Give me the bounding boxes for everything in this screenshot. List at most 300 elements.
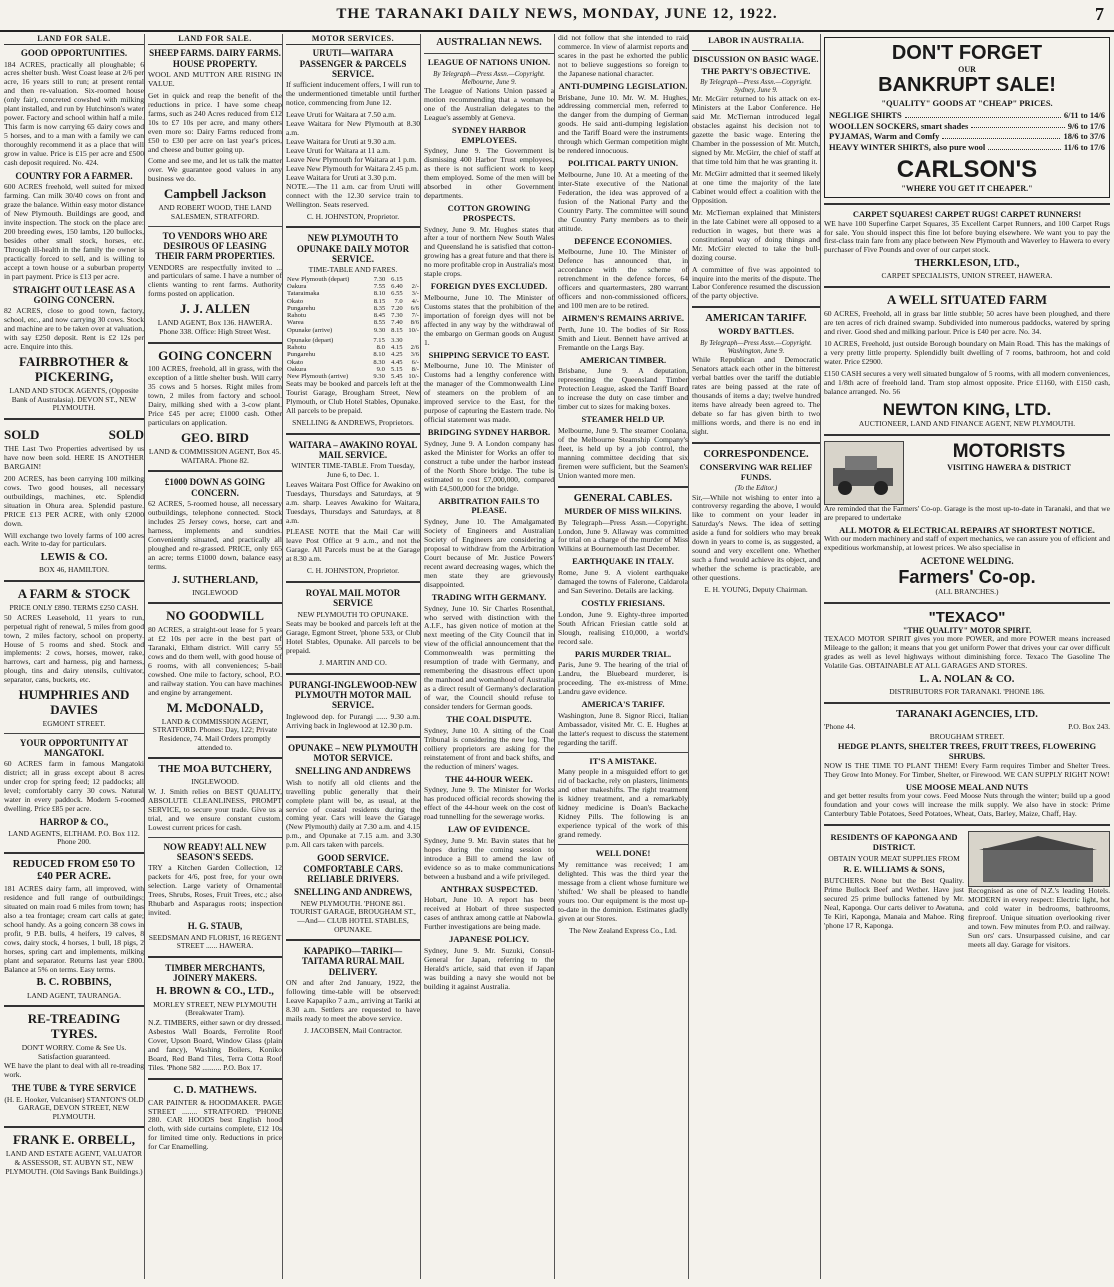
- article-text: Sydney, June 9. Mr. Hughes states that after a tour of northern New South Wales and Queensland he is satisfied that cotton-growing has a great future and that there is no more profitable crop in Australia's most staple crops.: [424, 224, 555, 279]
- timetable-cell: 8.15: [373, 297, 386, 305]
- divider: [148, 956, 282, 958]
- firm-address: (H. E. Hooker, Vulcaniser) STANTON'S OLD GARAGE, DEVON STREET, NEW PLYMOUTH.: [4, 1094, 144, 1121]
- ad-text: Leaves Waitara Post Office for Awakino on Tuesdays, Thursdays and Saturdays, at 9 a.m. sharp. Leaves Awakino for Waitara, Tuesdays, Thursdays and Saturdays, at 8 a.m.: [286, 479, 420, 525]
- ad-text: With our modern machinery and staff of expert mechanics, we can assure you of efficient and expeditious workmanship, at lowest prices. We also specialise in: [824, 534, 1110, 553]
- timetable-cell: 7/-: [411, 312, 419, 320]
- proprietor: C. H. JOHNSTON, Proprietor.: [306, 566, 400, 576]
- ad-subheading: USE MOOSE MEAL AND NUTS: [905, 781, 1029, 792]
- price-item: [829, 132, 1105, 142]
- ad-subheading: TIME-TABLE AND FARES.: [308, 265, 398, 275]
- ad-text: TEXACO MOTOR SPIRIT gives you more POWER, and more POWER means increased Mileage to the gallon; it means that you get uniform Power that drives your car over difficult grades as well as level highways without diminishing force. Texaco The Gasoline The Volatile Gas. OBTAINABLE AT ALL GARAGES AND STORES.: [824, 634, 1110, 671]
- article-text: did not follow that she intended to raid commerce. In view of alarmist reports and scares in the past he exhorted the public not to believe suggestions so foreign to the Japanese national character.: [558, 34, 688, 78]
- timetable-cell: Oakura: [287, 365, 307, 373]
- timetable-cell: 8.10: [373, 290, 386, 298]
- ad-heading: WAITARA – AWAKINO ROYAL MAIL SERVICE.: [288, 439, 418, 461]
- article-heading: IT'S A MISTAKE.: [589, 755, 657, 766]
- firm-name: Campbell Jackson: [163, 186, 267, 202]
- ad-text: £150 CASH secures a very well situated bungalow of 5 rooms, with all modern conveniences, and 1/8th acre of freehold land. Tram stop almost opposite. Price £1160, with £150 cash, balance arranged. No. 56: [824, 368, 1110, 396]
- timetable-cell: Rahotu: [287, 312, 307, 320]
- divider: [286, 736, 420, 738]
- divider: [824, 286, 1110, 288]
- timetable-cell: 7.15: [373, 336, 385, 344]
- ad-text: 184 ACRES, practically all ploughable; 6 acres shelter bush. West Coast lease at 2/6 per acre, 16 years still to run; at present rental and then re-valuation. Six-roomed house (only fair), concreted cowshed with milking plant installed, and run by Hutchinson's water power. Factory and school within half a mile. This farm is now carrying 65 dairy cows and 5 horses, and to a man with a family we can thoroughly recommend it as a place that will grow in value. Price is £15 per acre and £500 cash deposit required. No. 424.: [4, 59, 144, 168]
- ad-text: Come and see me, and let us talk the matter over. We guarantee good values in any business we do.: [148, 156, 282, 184]
- article-text: Perth, June 10. The bodies of Sir Ross Smith and Lieut. Bennett have arrived at Fremantle on the Largs Bay.: [558, 324, 688, 352]
- firm-address: MORLEY STREET, NEW PLYMOUTH (Breakwater Tram).: [153, 999, 277, 1018]
- article-text: Melbourne, June 10. At a meeting of the inter-State executive of the National Federation, the idea was approved of a fusion of the National Party and the Country Party. The committee will sound the Country Party members as to their attitude.: [558, 169, 688, 233]
- divider: [4, 1005, 144, 1007]
- ad-text: Seats may be booked and parcels left at the Garage, Egmont Street, 'phone 533, or Club Hotel Stables, Opunake. All parcels to be prepaid.: [286, 619, 420, 656]
- divider: [148, 1078, 282, 1080]
- firm-address: AUCTIONEER, LAND AND FINANCE AGENT, NEW PLYMOUTH.: [858, 419, 1076, 429]
- hotel-ad: [968, 831, 1110, 953]
- timetable-cell: 9.30: [373, 326, 386, 334]
- signature: E. H. YOUNG, Deputy Chairman.: [704, 585, 808, 595]
- timetable-cell: 6/6: [410, 304, 419, 312]
- firm-address: LAND AGENT, Box 136. HAWERA. Phone 338. Office: High Street West.: [157, 318, 273, 336]
- firm-address: (ALL BRANCHES.): [935, 587, 999, 597]
- byline: By Telegraph—Press Assn.—Copyright. Sydney, June 9.: [700, 78, 812, 95]
- ad-text: 200 ACRES, has been carrying 100 milking cows. Two good houses, all necessary outbuildings, machines, etc. Splendid situation in Ohura area. Splendid pasture. PRICE £13 PER ACRE, with only £2000 down.: [4, 473, 144, 528]
- firm-address: INGLEWOOD.: [191, 777, 239, 787]
- timetable-cell: 3.30: [391, 336, 403, 344]
- ad-subheading: OBTAIN YOUR MEAT SUPPLIES FROM: [828, 853, 960, 863]
- ad-text: 60 ACRES farm in famous Mangatoki district; all in grass except about 8 acres under crop for spring feed; 12 paddocks; all level; comfortably carry 30 cows. Natural water in every paddock. Modern 5-roomed dwelling. Price £85 per acre.: [4, 759, 144, 814]
- article-heading: JAPANESE POLICY.: [449, 934, 529, 945]
- firm-name: FRANK E. ORBELL,: [12, 1132, 136, 1148]
- ad-heading: £1000 DOWN AS GOING CONCERN.: [164, 477, 266, 498]
- ad-text: 60 ACRES, Freehold, all in grass bar little stubble; 50 acres have been ploughed, and there are ten acres of rich drained swamp. Subdivided into numerous paddocks, watered by spring and river. Good shed and milking parlour. Price is £40 per acre. No. 34.: [824, 309, 1110, 336]
- firm-address: DISTRIBUTORS FOR TARANAKI. 'PHONE 186.: [889, 687, 1045, 697]
- news-section-title: GENERAL CABLES.: [573, 492, 673, 504]
- firm-name: THE MOA BUTCHERY,: [158, 764, 272, 776]
- divider: [4, 733, 144, 734]
- article-text: Paris, June 9. The hearing of the trial of Landru, the Bluebeard murderer, is proceeding. The ex-mistress of Mme. Landru gave evidence.: [558, 660, 688, 697]
- article-heading: THE PARTY'S OBJECTIVE.: [701, 65, 811, 76]
- price-list: [829, 111, 1105, 153]
- timetable: [286, 337, 420, 381]
- timetable-cell: 5.45: [391, 373, 403, 381]
- firm-address: CARPET SPECIALISTS, UNION STREET, HAWERA.: [881, 271, 1053, 281]
- column-motor-services: [286, 34, 421, 1279]
- article-heading: DISCUSSION ON BASIC WAGE.: [693, 53, 819, 64]
- divider: [824, 702, 1110, 704]
- firm-slogan: "WHERE YOU GET IT CHEAPER.": [901, 183, 1033, 193]
- divider: [286, 939, 420, 941]
- article-text: Sydney, June 9. Mr. Suzuki, Consul-General for Japan, referring to the Herald's article, said that even if Japan was building a navy she would not be building it against Australia.: [424, 945, 554, 991]
- article-heading: DEFENCE ECONOMIES.: [574, 235, 672, 246]
- item-name: PYJAMAS, Warm and Comfy: [829, 131, 940, 142]
- timetable-entry: Leave Uruti for Waitara at 7.50 a.m.: [286, 110, 396, 120]
- firm-address: LAND AGENT, TAURANGA.: [26, 990, 122, 1000]
- article-heading: TRADING WITH GERMANY.: [431, 591, 547, 602]
- ad-text: WE have the plant to deal with all re-treading work.: [4, 1061, 144, 1080]
- article-heading: COSTLY FRIESIANS.: [581, 597, 665, 608]
- timetable-row: [286, 283, 420, 290]
- timetable-cell: 10/-: [408, 326, 419, 334]
- timetable-cell: 8/-: [411, 365, 419, 373]
- ad-heading: A FARM & STOCK: [17, 586, 131, 602]
- byline: By Telegraph—Press Assn.—Copyright. Washington, June 9.: [700, 339, 812, 356]
- timetable-cell: Okato: [287, 297, 304, 305]
- timetable-cell: Rahotu: [287, 344, 307, 352]
- article-text: Mr. McGirr admitted that it seemed likely at one time the majority of the late Cabinet would effect a coalition with the Opposition.: [692, 169, 820, 205]
- ad-heading: NOW READY! ALL NEW SEASON'S SEEDS.: [163, 841, 267, 863]
- ad-headline: "TEXACO": [928, 608, 1006, 626]
- ad-text: Inglewood dep. for Purangi ...... 9.30 a.m. Arriving back in Inglewood at 12.30 p.m.: [286, 711, 420, 730]
- article-text: Sydney, June 9. The Government is dismissing 400 Harbor Trust employees, as there is not sufficient work to keep them employed. Some of the men will be absorbed in other Government departments.: [424, 146, 554, 201]
- firm-address: LAND AGENTS, ELTHAM. P.O. Box 112. Phone 200.: [8, 828, 140, 847]
- item-price: 6/11 to 14/6: [1063, 109, 1105, 120]
- article-heading: PARIS MURDER TRIAL.: [574, 648, 672, 659]
- timetable-cell: 7.40: [391, 319, 403, 327]
- firm-name: THE TUBE & TYRE SERVICE: [11, 1083, 137, 1094]
- ad-heading: NO GOODWILL: [166, 608, 264, 624]
- article-text: Sir,—While not wishing to enter into a controversy regarding the above, I would like to comment on your leader in Saturday's News. The idea of setting aside a fund for soldiers who may break down in years to come is, as suggested, a sound and very excellent one. Whether such a fund would achieve its object, and whether the scheme is practicable, are other questions.: [692, 492, 820, 583]
- timetable-row: [286, 366, 420, 373]
- firm-name: H. BROWN & CO., LTD.,: [156, 986, 274, 998]
- firm-name: The New Zealand Express Co., Ltd.: [569, 925, 677, 935]
- article-heading: SYDNEY HARBOR EMPLOYEES.: [451, 124, 527, 145]
- divider: [424, 53, 554, 54]
- timetable-cell: Pungarehu: [287, 304, 316, 312]
- firm-address: EGMONT STREET.: [42, 719, 106, 729]
- ad-heading: STRAIGHT OUT LEASE AS A GOING CONCERN.: [12, 284, 136, 306]
- ad-subheading: ACETONE WELDING.: [920, 556, 1014, 567]
- timetable-cell: New Plymouth (depart): [287, 275, 350, 283]
- timetable-cell: [404, 337, 420, 344]
- article-text: Mr. McGirr returned to his attack on ex-Ministers at the Labor Conference. He said Mr. McTiernan introduced legal obstacles against his decision not to gazette the basic wage. Entering the Chamber in the possession of Mr. Mutch, signed by Mr. McGirr, the chief of staff at that time told him that he was granting it.: [692, 94, 820, 167]
- article-text: My remittance was received; I am delighted. This was the third year the message from a client whose furniture we 'shifted.' We shall be pleased to handle yours too. Our equipment is the most up-to-date in the dominion. Estimates gladly given at our Stores.: [558, 859, 688, 923]
- ad-text: NOW IS THE TIME TO PLANT THEM! Every Farm requires Timber and Shelter Trees. They Grow Into Money. For Timber, Shelter, or Firewood. WE CAN SUPPLY RIGHT NOW!: [824, 760, 1110, 779]
- divider: [148, 602, 282, 604]
- firm-address: LAND & COMMISSION AGENT, STRATFORD. Phones: Day, 122; Private Residence, 74. Mail Orders promptly attended to.: [152, 716, 278, 752]
- firm-name: B. C. ROBBINS,: [36, 977, 112, 989]
- article-heading: AMERICAN TARIFF.: [705, 313, 807, 325]
- firm-name: L. A. NOLAN & CO.: [919, 674, 1015, 686]
- timetable-cell: Tataraimaka: [287, 290, 320, 298]
- article-text: Melbourne, June 10. The Minister of Customs states that the prohibition of the importation of foreign dyes will not be affected in any way by the withdrawal of the embargo on German goods on August 1.: [424, 293, 554, 347]
- price-item: [829, 122, 1105, 132]
- article-text: Sydney, June 9. The Minister for Works has produced official records showing the effect of the 44-hour week on the cost of road tunnelling for the sewerage works.: [424, 785, 554, 822]
- motorists-ad: [824, 441, 1110, 505]
- leader-dots: [971, 122, 1064, 129]
- article-heading: LAW OF EVIDENCE.: [448, 824, 530, 835]
- firm-name: Farmers' Co-op.: [898, 566, 1036, 587]
- timetable-cell: Warea: [287, 319, 304, 327]
- firm-name: LEWIS & CO.: [40, 552, 108, 564]
- ad-heading: REDUCED FROM £50 TO £40 PER ACRE.: [12, 858, 136, 882]
- timetable-cell: Pungarehu: [287, 351, 316, 359]
- firm-name: NEWTON KING, LTD.: [882, 399, 1052, 419]
- timetable-cell: 8.55: [373, 319, 386, 327]
- divider: [4, 580, 144, 582]
- firm-name: SNELLING AND ANDREWS: [295, 766, 411, 777]
- article-text: Rome, June 9. A violent earthquake damaged the towns of Falerone, Caldarola and San Severino. Details are lacking.: [558, 568, 688, 596]
- article-text: Washington, June 8. Signor Ricci, Italian Ambassador, visited Mr. C. E. Hughes at the latter's request to discuss the statement regarding the tariff.: [558, 710, 688, 747]
- firm-name: CARLSON'S: [896, 156, 1038, 184]
- article-text: Melbourne, June 10. The Minister of Customs had a lengthy conference with the manager of the Commonwealth Line of steamers on the problem of an improved service to the East, for the purpose of capturing the Eastern trade. No official statement was made.: [424, 361, 554, 425]
- divider: [824, 434, 1110, 436]
- divider: [148, 470, 282, 472]
- article-heading: COTTON GROWING PROSPECTS.: [447, 202, 531, 223]
- divider: [4, 418, 144, 420]
- page-number: 7: [1095, 4, 1104, 24]
- article-text: Sydney, June 10. A sitting of the Coal Tribunal is considering the new log. The colliery proprietors are asking for the reinstatement of front and back shifts, and the reduction of miners' wages.: [424, 725, 554, 771]
- article-heading: ANTI-DUMPING LEGISLATION.: [558, 80, 688, 91]
- item-name: NEGLIGE SHIRTS: [829, 109, 902, 120]
- ad-heading: PURANGI-INGLEWOOD-NEW PLYMOUTH MOTOR MAIL SERVICE.: [288, 679, 417, 711]
- timetable: [286, 276, 420, 334]
- leader-dots: [905, 111, 1061, 118]
- timetable-cell: Opunake (depart): [287, 336, 334, 344]
- ad-text: TRY a Kitchen Garden Collection, 12 packets for 4/6, post free, for your own selection. Large variety of Ornamental Trees, Shrubs, Roses, Fruit Trees, etc.; also Rhubarb and Asparagus roots; inspection invited.: [148, 863, 282, 918]
- ad-subheading: HEDGE PLANTS, SHELTER TREES, FRUIT TREES, FLOWERING SHRUBS.: [837, 741, 1097, 761]
- timetable-cell: 4.25: [391, 351, 403, 359]
- firm-name: C. D. MATHEWS.: [173, 1084, 257, 1096]
- timetable-cell: 8.0: [376, 344, 385, 352]
- timetable-cell: 5.15: [391, 365, 403, 373]
- sold-banner: [4, 425, 144, 445]
- divider: [558, 844, 688, 845]
- divider: [286, 581, 420, 583]
- ad-price: PRICE ONLY £890. TERMS £250 CASH.: [9, 603, 139, 613]
- leader-dots: [942, 132, 1060, 139]
- column-australian-news: [424, 34, 555, 1279]
- timetable-cell: 8.15: [391, 326, 403, 334]
- divider: [4, 1126, 144, 1128]
- timetable-row: [286, 337, 420, 344]
- po-box: P.O. Box 243.: [1068, 721, 1110, 731]
- timetable-cell: 4.45: [391, 358, 403, 366]
- ad-headline: BANKRUPT SALE!: [878, 74, 1056, 97]
- item-price: 11/6 to 17/6: [1063, 142, 1105, 153]
- letter-addressee: (To the Editor.): [734, 484, 778, 493]
- ad-text: If sufficient inducement offers, I will run to the undermentioned timetable until further notice, commencing from June 12.: [286, 80, 420, 108]
- timetable-list: [286, 111, 420, 183]
- ad-subheading: ALL MOTOR & ELECTRICAL REPAIRS AT SHORTEST NOTICE.: [839, 524, 1095, 535]
- timetable-entry: Leave New Plymouth for Waitara at 1 p.m.: [286, 154, 417, 164]
- car-icon: [825, 442, 903, 504]
- timetable-cell: 8.30: [373, 358, 385, 366]
- timetable-cell: 9.30: [373, 373, 385, 381]
- news-section-title: CORRESPONDENCE.: [703, 448, 809, 460]
- firm-address: AND ROBERT WOOD, THE LAND SALESMEN, STRATFORD.: [158, 203, 272, 221]
- leader-dots: [988, 143, 1061, 150]
- article-heading: MURDER OF MISS WILKINS.: [564, 505, 682, 516]
- ad-heading: SHEEP FARMS. DAIRY FARMS. HOUSE PROPERTY.: [149, 48, 281, 69]
- ad-subheading: DON'T WORRY. Come & See Us. Satisfaction guaranteed.: [21, 1043, 127, 1061]
- motorcar-illustration: [824, 441, 904, 505]
- timetable-row: [286, 298, 420, 305]
- ad-subheading: "QUALITY" GOODS AT "CHEAP" PRICES.: [881, 98, 1053, 109]
- timetable-cell: 2/6: [410, 344, 419, 352]
- divider: [692, 442, 820, 444]
- timetable-entry: Leave Waitara for New Plymouth at 8.30 a.m.: [286, 119, 420, 137]
- article-text: Melbourne, June 9. The steamer Coolana, of the Melbourne Steamship Company's fleet, is held up by a job control, the manning committee deciding that six firemen were sufficient, but the Seamen's Union wanted more men.: [558, 426, 688, 480]
- timetable-cell: 7.0: [394, 297, 403, 305]
- timetable-cell: 7.55: [373, 283, 386, 291]
- article-heading: LEAGUE OF NATIONS UNION.: [427, 57, 551, 68]
- article-text: A committee of five was appointed to inquire into the merits of the dispute. The Labor Conference resumed the discussion of the party objective.: [692, 264, 820, 301]
- article-heading: POLITICAL PARTY UNION.: [568, 158, 678, 169]
- article-text: Many people in a misguided effort to get rid of backache, rely on plasters, liniments and other makeshifts. The right treatment is kidney treatment, and a remarkably kidney medicine is Doan's Backache Kidney Pills. The following is an experience typical of the work of this grand remedy.: [558, 767, 688, 840]
- column-news-continued: [558, 34, 689, 1279]
- firm-name: SNELLING AND ANDREWS,: [294, 887, 412, 898]
- news-section-title: AUSTRALIAN NEWS.: [436, 37, 542, 48]
- byline: By Telegraph—Press Assn.—Copyright. Melbourne, June 9.: [433, 69, 545, 86]
- ad-text: CAR PAINTER & HOODMAKER. PAGE STREET ........ STRATFORD. 'PHONE 280. CAR HOODS best English hood cloth, with side curtains complete, £12 10s for limited time only. Reductions in price for Car Enamelling.: [148, 1097, 282, 1152]
- article-text: London, June 9. Eighty-three imported South African Friesian cattle sold at Slough, realising £10,000, a world's record sale.: [558, 609, 688, 646]
- ad-text: Recognised as one of N.Z.'s leading Hotels. MODERN in every respect: Electric light, hot and cold water in bedrooms, bathrooms, fireproof. Unique situation overlooking river and town. Few minutes from P.O. and railway. Sun ors' cars. Unsurpassed cuisine, and car meets all day. Garage for visitors.: [968, 886, 1110, 950]
- article-text: Brisbane, June 10. Mr. W. M. Hughes, addressing commercial men, referred to the danger from the dumping of German goods. He said anti-dumping legislation and the Tariff Board were the instruments through which German competition might be rendered innocuous.: [558, 92, 688, 156]
- ad-subheading: NEW PLYMOUTH TO OPUNAKE.: [297, 609, 409, 619]
- timetable-entry: Leave Uruti for Waitara at 11 a.m.: [286, 145, 390, 155]
- timetable-cell: 8/6: [410, 319, 419, 327]
- firm-address: BROUGHAM STREET.: [929, 731, 1005, 741]
- article-text: By Telegraph—Press Assn.—Copyright. London, June 9. Allaway was committed for trial on a charge of the murder of Miss Wilkins at Bournemouth last December.: [558, 517, 688, 554]
- firm-name: GEO. BIRD: [181, 430, 249, 446]
- item-name: WOOLLEN SOCKERS, smart shades: [829, 120, 969, 131]
- ad-headline: DON'T FORGET: [891, 42, 1043, 64]
- ad-heading: KAPAPIKO—TARIKI—TAITAMA RURAL MAIL DELIVERY.: [301, 946, 405, 977]
- article-heading: THE 44-HOUR WEEK.: [445, 773, 533, 784]
- ad-subheading: "THE QUALITY" MOTOR SPIRIT.: [902, 626, 1032, 636]
- sold-left: SOLD: [4, 427, 40, 442]
- timetable-cell: 8.45: [373, 312, 386, 320]
- article-heading: LABOR IN AUSTRALIA.: [708, 35, 804, 45]
- ad-subheading: VISITING HAWERA & DISTRICT: [947, 462, 1071, 472]
- firm-name: HUMPHRIES AND DAVIES: [18, 687, 130, 718]
- building-icon: [969, 832, 1107, 886]
- ad-text: 62 ACRES, 5-roomed house, all necessary outbuildings, telephone connected. Stock includes 25 Jersey cows, horse, cart and harness, implements and sundries. Conveniently situated, and practically all ploughed and re-grassed. PRICE, only £65 an acre; terms £1000 down, balance easy terms.: [148, 499, 282, 571]
- divider: [824, 824, 1110, 826]
- timetable-row: [286, 290, 420, 297]
- hotel-illustration: [968, 831, 1110, 887]
- ad-heading: NEW PLYMOUTH TO OPUNAKE DAILY MOTOR SERVICE.: [296, 233, 410, 264]
- timetable-cell: Okato: [287, 358, 304, 366]
- article-heading: WELL DONE!: [595, 848, 651, 859]
- firm-name: TARANAKI AGENCIES, LTD.: [896, 708, 1038, 720]
- timetable-cell: 4/-: [411, 297, 419, 305]
- timetable-cell: 9.0: [376, 365, 385, 373]
- timetable-cell: 3/-: [411, 290, 419, 298]
- ad-text: 100 ACRES, freehold, all in grass, with the exception of a little shelter bush. Will carry 35 cows and 5 horses. Right miles from town, 2 miles from factory and school. Dairy, milking shed with a 3-cow plant. Price £45 per acre; £1000 cash. Other particulars on application.: [148, 364, 282, 428]
- ad-heading: TO VENDORS WHO ARE DESIROUS OF LEASING THEIR FARM PROPERTIES.: [155, 230, 275, 262]
- divider: [558, 486, 688, 488]
- article-text: Sydney, June 9. A London company has asked the Minister for Works an offer to construct a tube under the harbor instead of the North Shore bridge. The tube is estimated to cost £7,000,000, compared with £4,500,000 for the bridge.: [424, 438, 554, 493]
- timetable-entry: Leave New Plymouth for Waitara 2.45 p.m.: [286, 163, 419, 173]
- ad-text: WOOL AND MUTTON ARE RISING IN VALUE.: [148, 69, 282, 88]
- ad-heading: OPUNAKE – NEW PLYMOUTH MOTOR SERVICE.: [288, 742, 418, 763]
- ad-text: 80 ACRES, a straight-out lease for 5 years at £2 10s per acre in the best part of Taranaki, Eltham district. Will carry 55 cows and do them well, with good house of 6 rooms, with all conveniences; 5-bail cowshed. One mile to factory, school, P.O. and railway station. You can have machines and engine by arrangement.: [148, 625, 282, 697]
- ad-text: WE have 100 Superfine Carpet Squares, 35 Excellent Carpet Runners, and 100 Carpet Rugs for sale. You should inspect this fine lot before buying elsewhere. We want you to pay the first-class train fare from any place between New Plymouth and Waverley to Hawera to every purchaser of Five Pounds and over of our carpet stock.: [824, 218, 1110, 255]
- bottom-ads: [824, 831, 1110, 953]
- divider: [148, 757, 282, 759]
- divider: [558, 752, 688, 753]
- firm-name: HARROP & CO.,: [39, 817, 109, 828]
- ad-text: PLEASE NOTE that the Mail Car will leave Post Office at 9 a.m., and not the Garage. All Parcels must be at the Garage at 8.30 a.m.: [286, 527, 420, 564]
- timetable-entry: Leave Waitara for Uruti at 3.30 p.m.: [286, 172, 397, 182]
- ad-text: Will exchange two lovely farms of 100 acres each. Write to-day for particulars.: [4, 530, 144, 549]
- article-heading: BRIDGING SYDNEY HARBOR.: [427, 427, 551, 438]
- firm-address: SEEDSMAN AND FLORIST, 16 REGENT STREET ...... HAWERA.: [148, 932, 282, 951]
- article-text: Sydney, June 10. Sir Charles Rosenthal, who served with distinction with the A.I.F., has given notice of motion at the next meeting of the City Council that in view of the official announcement that the Commonwealth was permitting the resumption of trade with Germany, and remembering the disastrous effect upon the manhood and womanhood of Australia as a direct result of Germany's declaration of war, the Council should refuse to consider tenders for German goods.: [424, 603, 554, 712]
- timetable-entry: Leave Waitara for Uruti at 9.30 a.m.: [286, 136, 396, 146]
- divider: [286, 433, 420, 435]
- firm-address: LAND AND STOCK AGENTS, (Opposite Bank of Australasia). DEVON ST., NEW PLYMOUTH.: [9, 386, 139, 413]
- timetable-cell: Oakura: [287, 283, 307, 291]
- divider: [148, 342, 282, 344]
- article-heading: ARBITRATION FAILS TO PLEASE.: [438, 495, 540, 516]
- price-item: [829, 143, 1105, 153]
- timetable-cell: 8.35: [373, 304, 386, 312]
- ad-subheading: WINTER TIME-TABLE. From Tuesday, June 6, to Dec. 1.: [291, 461, 415, 480]
- timetable-cell: Opunake (arrive): [287, 326, 333, 334]
- ad-text: Wish to notify all old clients and the travelling public generally that their complete plant will be, as usual, at the service of coastal residents during the coming year. Cars will leave the Garage (New Plymouth) daily at 7.30 a.m. and 4.15 p.m., and Opunake at 7.15 a.m. and 3.30 p.m. All cars taken with parcels.: [286, 777, 420, 850]
- column-land-for-sale-1: [4, 34, 145, 1279]
- williams-ad: [824, 831, 964, 953]
- article-heading: FOREIGN DYES EXCLUDED.: [430, 281, 548, 292]
- article-text: Sydney, June 10. The Amalgamated Society of Engineers and Australian Society of Engineers are considering a proposal to withdraw from the Arbitration Court because of Mr. Justice Powers' recent award decreasing wages, which the men state they are grievously disappointed.: [424, 517, 554, 589]
- ad-text: THE Last Two Properties advertised by us have now been sold. HERE IS ANOTHER BARGAIN!: [4, 443, 144, 471]
- timetable-row: [286, 276, 420, 283]
- firm-address: NEW PLYMOUTH. 'PHONE 861. TOURIST GARAGE, BROUGHAM ST., —And— CLUB HOTEL STABLES, OPUNAKE.: [290, 898, 416, 934]
- firm-name: J. J. ALLEN: [179, 301, 251, 317]
- timetable-cell: 3/6: [410, 351, 419, 359]
- column-labor-australia: [692, 34, 821, 1279]
- article-heading: AIRMEN'S REMAINS ARRIVE.: [561, 313, 685, 324]
- article-text: Hobart, June 10. A report has been received at Hobart of three suspected cases of anthrax among cattle at Nabowla. Further investigations are being made.: [424, 895, 554, 932]
- ad-heading: GOOD OPPORTUNITIES.: [20, 48, 128, 59]
- column-advertisements: [824, 34, 1110, 1279]
- ad-heading: YOUR OPPORTUNITY AT MANGATOKI.: [19, 737, 129, 759]
- ad-text: NOTE.—The 11 a.m. car from Uruti will connect with the 12.30 service train to Wellington. Seats reserved.: [286, 181, 420, 209]
- ad-heading: COUNTRY FOR A FARMER.: [15, 170, 133, 181]
- ad-text: 82 ACRES, close to good town, factory, school, etc., and now carrying 30 cows. Stock and machine are to be taken over at valuation, with say £250 deposit. Rent is £2 12s per acre. Enquire into this.: [4, 306, 144, 352]
- firm-address: LAND AND ESTATE AGENT, VALUATOR & ASSESSOR, ST. AUBYN ST., NEW PLYMOUTH. (Old Savings Bank Buildings.): [5, 1149, 143, 1176]
- article-text: Mr. McTiernan explained that Ministers in the late Cabinet were all opposed to a reduction in wages, but there was a constitutional way of doing things and Mr. McGirr elected to take the bull-dozing course.: [692, 207, 820, 262]
- divider: [692, 50, 820, 51]
- ad-text: Seats may be booked and parcels left at the Tourist Garage, Brougham Street, New Plymouth, or Club Hotel Stables, Opunake. All parcels to be prepaid.: [286, 379, 420, 416]
- article-heading: THE COAL DISPUTE.: [446, 714, 532, 724]
- ad-heading: ROYAL MAIL MOTOR SERVICE: [305, 587, 401, 609]
- sold-right: SOLD: [108, 427, 144, 442]
- ad-heading: TIMBER MERCHANTS, JOINERY MAKERS.: [165, 962, 265, 984]
- article-heading: ANTHRAX SUSPECTED.: [440, 883, 538, 894]
- ad-headline: RESIDENTS OF KAPONGA AND DISTRICT.: [830, 832, 958, 853]
- section-label: MOTOR SERVICES.: [286, 34, 420, 45]
- article-heading: CONSERVING WAR RELIEF FUNDS.: [699, 461, 813, 482]
- ad-heading: GOOD SERVICE. COMFORTABLE CARS. RELIABLE DRIVERS.: [303, 853, 403, 884]
- article-text: The League of Nations Union passed a motion recommending that a woman be one of the Australian delegates to the League's assembly at Geneva.: [424, 85, 554, 122]
- ad-headline: CARPET SQUARES! CARPET RUGS! CARPET RUNNERS!: [852, 208, 1082, 219]
- divider: [824, 203, 1110, 205]
- phone-number: 'Phone 44.: [824, 721, 856, 731]
- timetable-row: [286, 305, 420, 312]
- timetable-cell: 2/-: [411, 283, 419, 291]
- timetable-cell: 6.40: [391, 283, 403, 291]
- article-heading: EARTHQUAKE IN ITALY.: [572, 556, 674, 567]
- timetable-cell: 8.10: [373, 351, 385, 359]
- firm-address: BOX 46, HAMILTON.: [38, 565, 109, 575]
- article-text: Sydney, June 9. Mr. Bavin states that he hopes during the coming session to introduce a Bill to amend the law of evidence so as to make communications between a husband and a wife privileged.: [424, 835, 554, 881]
- firm-name: R. E. WILLIAMS & SONS,: [843, 864, 945, 875]
- ad-text: 50 ACRES Leasehold, 11 years to run, perpetual right of renewal, 5 miles from good town, 2 miles factory, school on property. House of 5 rooms and shed. Stock and implements: 2 cows, horses, mower, rake, harrows, cart and harness, pig and harness, plough, tins and dairy utensils, cultivator, separator, cans, buckets, etc.: [4, 612, 144, 685]
- divider: [692, 306, 820, 308]
- article-text: Brisbane, June 9. A deputation, representing the Queensland Timber Protection League, asked the Tariff Board to increase the duty on case timber and timber cut to sizes for making boxes.: [558, 366, 688, 412]
- article-heading: AMERICAN TIMBER.: [579, 354, 667, 365]
